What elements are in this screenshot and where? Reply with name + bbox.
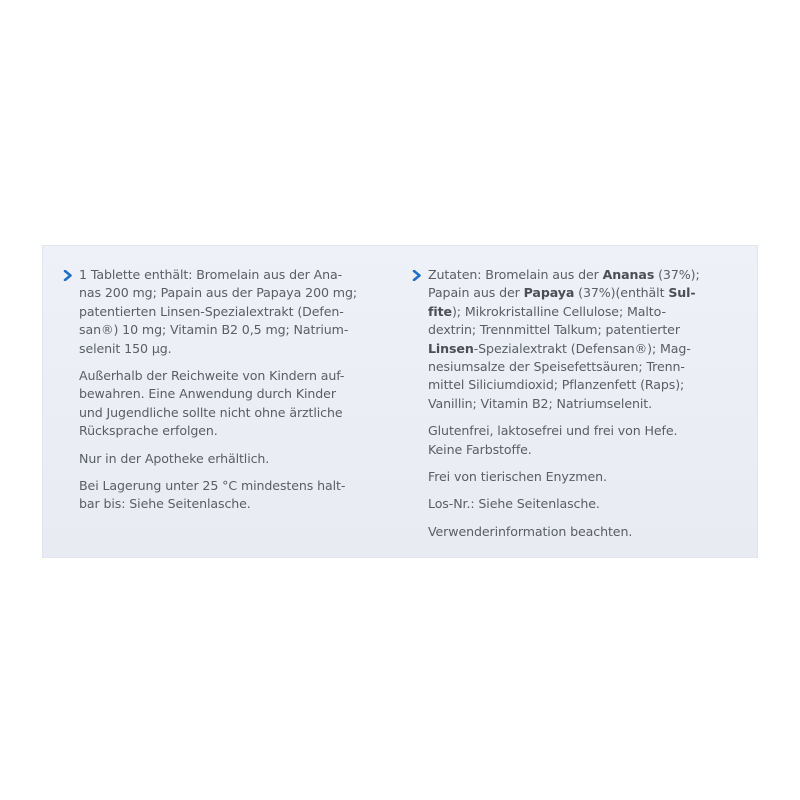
ingredients-line (428, 303, 746, 321)
ingredients-line: mittel Siliciumdioxid; Pflanzenfett (Raps); (428, 377, 685, 393)
text-run: (37%)(enthält (574, 285, 669, 301)
left-info-column (63, 266, 393, 523)
enzyme-line: Frei von tierischen Enyzmen. (428, 469, 607, 485)
storage-note (79, 477, 393, 514)
warning-line: und Jugendliche sollte nicht ohne ärztliche (79, 404, 343, 420)
text-run: Papain aus der (428, 285, 524, 301)
allergen-line: Keine Farbstoffe. (428, 441, 532, 457)
enzyme-note (428, 468, 746, 486)
text-run: -Spezialextrakt (Defensan®); Mag- (473, 340, 691, 356)
dosage-line: 1 Tablette enthält: Bromelain aus der Ana- (79, 267, 343, 282)
dosage-info (63, 266, 393, 358)
ingredients-line: Vanillin; Vitamin B2; Natriumselenit. (428, 395, 652, 411)
user-info-line: Verwenderinformation beachten. (428, 523, 633, 539)
dosage-line: nas 200 mg; Papain aus der Papaya 200 mg; (79, 285, 358, 301)
chevron-right-icon (63, 270, 73, 281)
bold-ingredient: fite (428, 303, 452, 319)
dosage-line: patentierten Linsen-Spezialextrakt (Defen- (79, 303, 344, 319)
ingredients-line (428, 266, 746, 284)
storage-line: bar bis: Siehe Seitenlasche. (79, 496, 251, 512)
text-run: Zutaten: Bromelain aus der (428, 267, 603, 282)
bold-ingredient: Papaya (523, 285, 575, 301)
warning-line: Rücksprache erfolgen. (79, 423, 218, 439)
storage-line: Bei Lagerung unter 25 °C mindestens halt- (79, 478, 346, 494)
text-run: ); Mikrokristalline Cellulose; Malto- (451, 303, 666, 319)
lot-line: Los-Nr.: Siehe Seitenlasche. (428, 496, 600, 512)
text-run: (37%); (654, 267, 700, 282)
right-info-column (412, 266, 746, 550)
pharmacy-note (79, 450, 393, 468)
dosage-line: san®) 10 mg; Vitamin B2 0,5 mg; Natrium- (79, 322, 349, 338)
ingredients-list (412, 266, 746, 413)
ingredients-line: dextrin; Trennmittel Talkum; patentierter (428, 322, 680, 338)
ingredients-line: nesiumsalze der Speisefettsäuren; Trenn- (428, 359, 685, 375)
ingredients-line (428, 340, 746, 358)
bold-ingredient: Ananas (602, 267, 655, 282)
package-back-panel (42, 245, 758, 558)
user-info-note (428, 523, 746, 541)
bold-ingredient: Sul- (668, 285, 696, 301)
children-warning (79, 367, 393, 441)
pharmacy-line: Nur in der Apotheke erhältlich. (79, 450, 270, 466)
chevron-right-icon (412, 270, 422, 281)
dosage-line: selenit 150 µg. (79, 340, 172, 356)
lot-note (428, 495, 746, 513)
ingredients-line (428, 284, 746, 302)
warning-line: bewahren. Eine Anwendung durch Kinder (79, 386, 336, 402)
bold-ingredient: Linsen (428, 340, 474, 356)
warning-line: Außerhalb der Reichweite von Kindern auf- (79, 368, 345, 384)
allergen-line: Glutenfrei, laktosefrei und frei von Hefe. (428, 423, 678, 439)
allergen-note (428, 422, 746, 459)
